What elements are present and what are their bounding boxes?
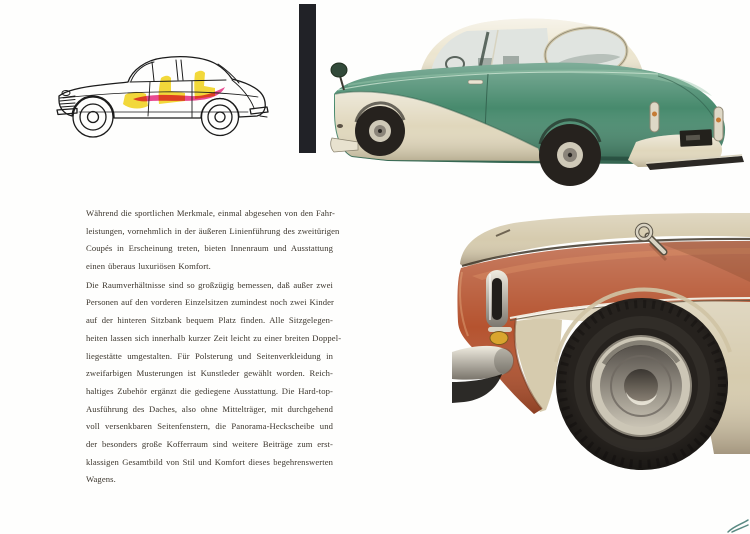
paragraph-interior xyxy=(86,277,342,489)
page-corner-mark xyxy=(726,518,750,534)
coupe-line-drawing xyxy=(55,50,271,138)
front-wheel xyxy=(73,97,113,137)
text-line: Die Raumverhältnisse sind so großzügig bemessen, daß außer zwei xyxy=(86,279,333,290)
hubcap xyxy=(591,336,691,436)
paragraph-intro xyxy=(86,205,340,276)
text-line: auf der hinteren Sitzbank bequem Platz finden. Alle Sitzgelegen- xyxy=(86,315,333,326)
body-text xyxy=(86,205,342,490)
text-line: Coupés in Erscheinung treten, bieten Innenraum und Ausstattung xyxy=(86,243,333,254)
divider-bar xyxy=(299,4,316,153)
tail-light-right xyxy=(714,107,723,141)
orange-coupe-front-photo xyxy=(452,212,750,470)
text-line: Personen auf den vorderen Einzelsitzen zumindest noch zwei Kinder xyxy=(86,297,335,308)
green-coupe-photo xyxy=(328,10,748,188)
turn-signal xyxy=(490,332,508,345)
license-plate xyxy=(680,129,713,147)
text-line: klassigen Gesamtbild von Stil und Komfort dieses begehrenswerten xyxy=(86,456,333,467)
text-line: Wagens. xyxy=(86,474,116,485)
door-handle xyxy=(468,80,483,84)
text-line: Ausführung des Daches, also ohne Mittelträger, mit durchgehend xyxy=(86,403,333,414)
text-line: der besonders große Kofferraum sind weitere Beiträge zum erst- xyxy=(86,438,333,449)
drawing-outline xyxy=(57,57,268,137)
text-line: haltiges Zubehör ergänzt die gediegene Ausstattung. Die Hard-top- xyxy=(86,385,333,396)
text-line: liegestätte umgestalten. Für Polsterung und Seitenverkleidung in xyxy=(86,350,333,361)
text-line: Während die sportlichen Merkmale, einmal abgesehen von den Fahr- xyxy=(86,208,335,218)
rear-wheel xyxy=(539,120,601,186)
text-line: voll versenkbaren Seitenfenstern, die Panorama-Heckscheibe und xyxy=(86,421,333,432)
text-line: heiten lassen sich innerhalb kurzer Zeit leicht zu einer breiten Doppel- xyxy=(86,332,342,343)
front-wheel xyxy=(355,103,405,156)
tail-light-left xyxy=(650,102,659,132)
text-line: leistungen, vornehmlich in der äußeren Linienführung des zweitürigen xyxy=(86,225,340,236)
rear-wheel xyxy=(202,99,239,136)
text-line: zweifarbigen Musterungen ist Kunstleder gewählt worden. Reich- xyxy=(86,368,333,379)
text-line: einen überaus luxuriösen Komfort. xyxy=(86,261,211,272)
